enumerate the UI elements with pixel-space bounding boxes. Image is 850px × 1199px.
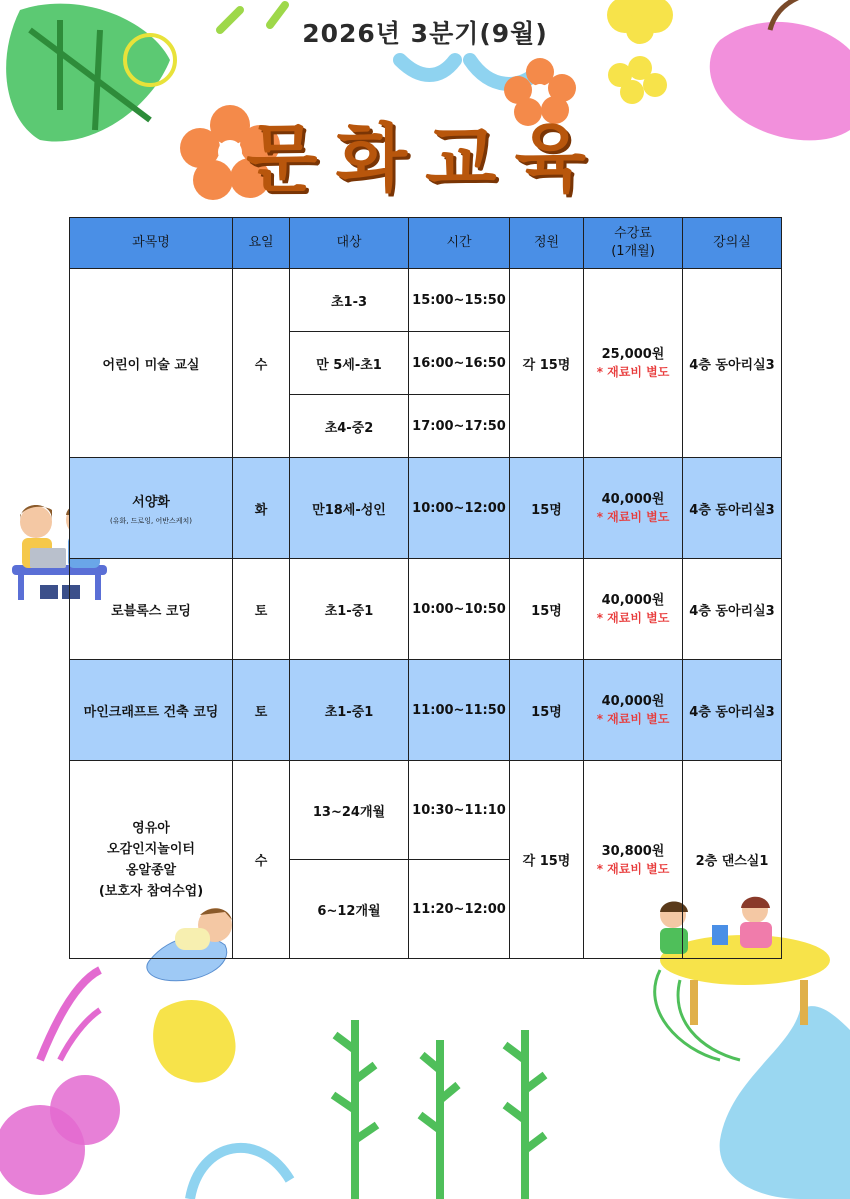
course-time: 10:00~12:00 (409, 458, 510, 559)
column-header-course: 과목명 (70, 218, 233, 269)
course-day: 수 (233, 761, 290, 959)
course-capacity: 15명 (510, 559, 584, 660)
course-target: 만 5세-초1 (290, 332, 409, 395)
course-target: 초1-중1 (290, 559, 409, 660)
course-target: 만18세-성인 (290, 458, 409, 559)
pear-icon (720, 1006, 850, 1199)
course-capacity: 15명 (510, 458, 584, 559)
course-fee: 40,000원 (601, 492, 665, 507)
course-name-sub: (유화, 드로잉, 어반스케치) (110, 516, 192, 525)
course-room: 4층 동아리실3 (683, 269, 782, 458)
course-time: 17:00~17:50 (409, 395, 510, 458)
course-room: 4층 동아리실3 (683, 559, 782, 660)
course-target: 13~24개월 (290, 761, 409, 860)
course-target: 6~12개월 (290, 860, 409, 959)
course-day: 토 (233, 660, 290, 761)
course-fee-cell (584, 660, 683, 761)
fee-header-line2: (1개월) (611, 244, 655, 259)
course-time: 11:20~12:00 (409, 860, 510, 959)
course-time: 10:00~10:50 (409, 559, 510, 660)
table-row (70, 660, 782, 761)
column-header-time: 시간 (409, 218, 510, 269)
course-time: 10:30~11:10 (409, 761, 510, 860)
course-time: 15:00~15:50 (409, 269, 510, 332)
material-fee-note: * 재료비 별도 (596, 712, 670, 726)
table-row (70, 761, 782, 860)
course-name-line: 옹알종알 (125, 862, 177, 878)
course-name: 마인크래프트 건축 코딩 (70, 660, 233, 761)
cherry-icon (0, 970, 120, 1195)
course-target: 초1-3 (290, 269, 409, 332)
column-header-fee (584, 218, 683, 269)
page-title: 문화교육 (246, 116, 604, 202)
column-header-capacity: 정원 (510, 218, 584, 269)
course-name-line: 오감인지놀이터 (107, 841, 195, 857)
course-name: 로블록스 코딩 (70, 559, 233, 660)
course-capacity: 각 15명 (510, 761, 584, 959)
course-day: 수 (233, 269, 290, 458)
table-row (70, 269, 782, 332)
material-fee-note: * 재료비 별도 (596, 861, 670, 876)
course-capacity: 15명 (510, 660, 584, 761)
course-room: 4층 동아리실3 (683, 660, 782, 761)
course-room: 2층 댄스실1 (683, 761, 782, 959)
material-fee-note: * 재료비 별도 (596, 611, 670, 625)
table-row (70, 559, 782, 660)
material-fee-note: * 재료비 별도 (596, 365, 670, 379)
course-name-cell (70, 458, 233, 559)
column-header-target: 대상 (290, 218, 409, 269)
course-name: 서양화 (132, 494, 170, 510)
course-target: 초4-중2 (290, 395, 409, 458)
table-row (70, 458, 782, 559)
course-fee-cell (584, 458, 683, 559)
course-time: 16:00~16:50 (409, 332, 510, 395)
subtitle: 2026년 3분기(9월) (302, 19, 548, 48)
material-fee-note: * 재료비 별도 (596, 510, 670, 524)
fee-header-line1: 수강료 (614, 226, 652, 241)
course-day: 토 (233, 559, 290, 660)
course-fee-cell (584, 269, 683, 458)
course-name: 어린이 미술 교실 (70, 269, 233, 458)
course-fee-cell (584, 761, 683, 959)
course-time: 11:00~11:50 (409, 660, 510, 761)
course-capacity: 각 15명 (510, 269, 584, 458)
plant-icon (333, 1020, 545, 1199)
column-header-room: 강의실 (683, 218, 782, 269)
course-name-line: 영유아 (132, 820, 170, 836)
table-header (70, 218, 782, 269)
course-fee: 30,800원 (601, 843, 665, 859)
column-header-day: 요일 (233, 218, 290, 269)
course-fee-cell (584, 559, 683, 660)
course-name-cell (70, 761, 233, 959)
course-day: 화 (233, 458, 290, 559)
course-fee: 40,000원 (601, 593, 665, 608)
course-target: 초1-중1 (290, 660, 409, 761)
course-fee: 25,000원 (601, 347, 665, 362)
course-fee: 40,000원 (601, 694, 665, 709)
course-room: 4층 동아리실3 (683, 458, 782, 559)
course-name-line: (보호자 참여수업) (98, 883, 204, 899)
schedule-table (69, 217, 782, 959)
